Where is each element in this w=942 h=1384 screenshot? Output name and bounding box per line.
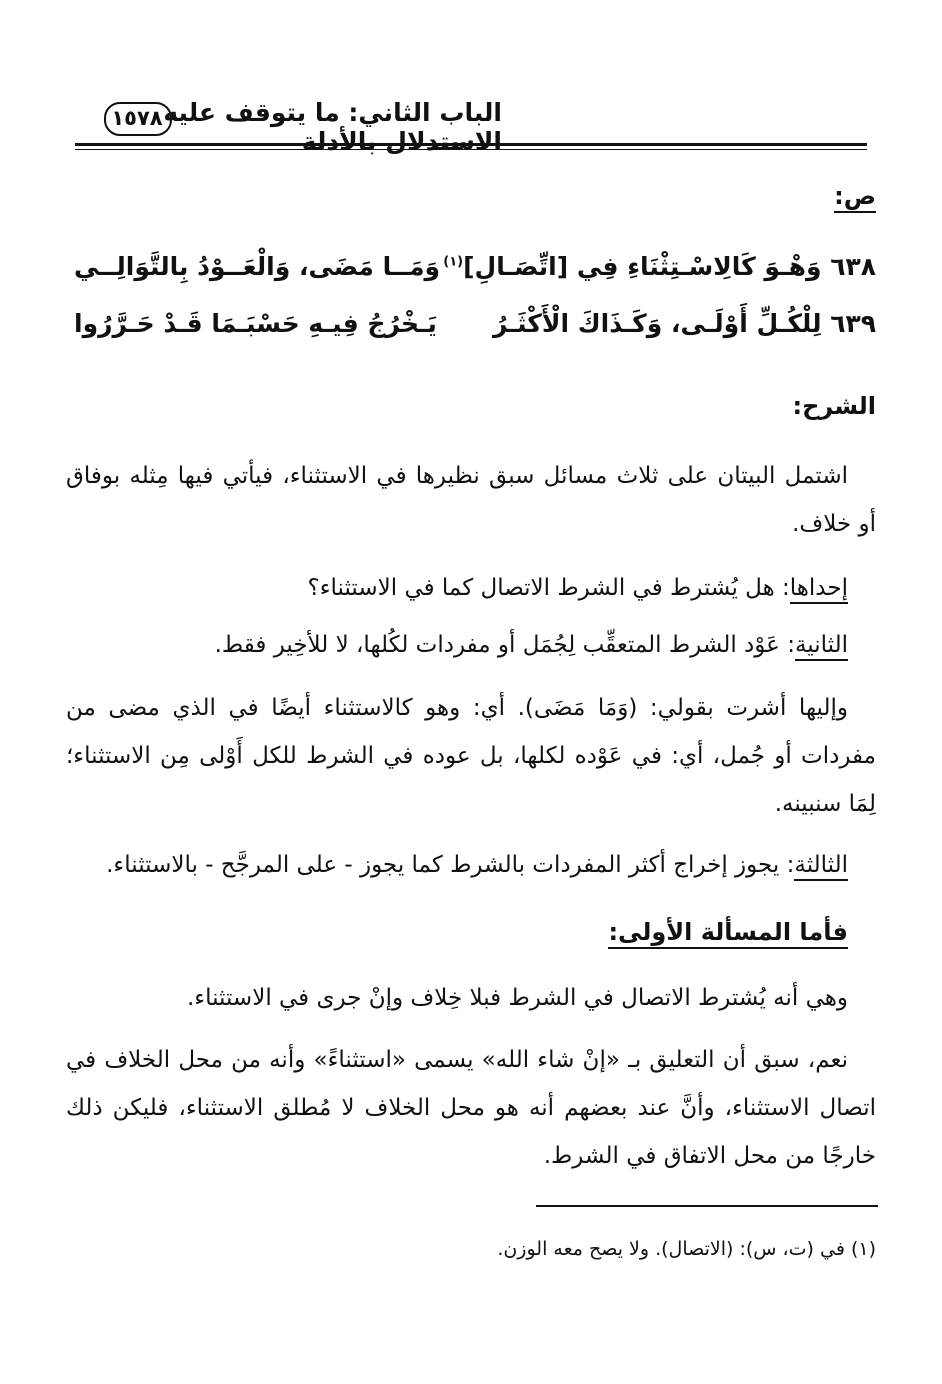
footnote: (١) في (ت، س): (الاتصال). ولا يصح معه الوزن.	[497, 1238, 876, 1260]
verse-number: ٦٣٨	[830, 252, 876, 281]
running-header-title: الباب الثاني: ما يتوقف عليه الاستدلال بالأدلة	[163, 98, 502, 156]
header-rule-thin	[75, 149, 867, 150]
item-first	[66, 575, 848, 601]
verse-639-second-hemistich: يَـخْرُجُ فِيـهِ حَسْبَـمَا قَـدْ حَـرَّرُوا	[74, 309, 437, 338]
first-issue-heading	[66, 918, 848, 946]
item-third	[66, 852, 848, 878]
footnote-marker: (١)	[443, 254, 464, 270]
verse-label-text: ص:	[834, 182, 876, 213]
page-number: ١٥٧٨	[111, 106, 163, 130]
item-text: : يجوز إخراج أكثر المفردات بالشرط كما يجوز - على المرجَّح - بالاستثناء.	[106, 852, 795, 878]
reference-paragraph: وإليها أشرت بقولي: (وَمَا مَضَى). أي: وهو كالاستثناء أيضًا في الذي مضى من مفردات أو جُمل، أي: في عَوْده لكلها، بل عوده في الشرط للكل أَوْلى مِن الاستثناء؛ لِمَا سنبينه.	[66, 695, 876, 817]
item-label: إحداها	[790, 575, 848, 604]
sharh-heading: الشرح:	[792, 392, 876, 420]
item-text: : عَوْد الشرط المتعقِّب لِجُمَل أو مفردات لكُلها، لا للأخِير فقط.	[214, 632, 795, 658]
intro-paragraph: اشتمل البيتان على ثلاث مسائل سبق نظيرها في الاستثناء، فيأتي فيها مِثله بوفاق أو خلاف.	[66, 463, 876, 537]
verse-text: لِلْكُـلِّ أَوْلَـى، وَكَـذَاكَ الْأَكْثَـرُ	[492, 309, 822, 338]
naam-paragraph: نعم، سبق أن التعليق بـ «إنْ شاء الله» يسمى «استثناءً» وأنه من محل الخلاف في اتصال الاستثناء، وأنَّ عند بعضهم أنه هو محل الخلاف لا مُطلق الاستثناء، فليكن ذلك خارجًا من محل الاتفاق في الشرط.	[66, 1047, 876, 1169]
header-rule-thick	[75, 143, 867, 146]
verse-638-first-hemistich	[443, 252, 876, 281]
verse-section-label	[66, 182, 876, 210]
first-issue-paragraph: وهي أنه يُشترط الاتصال في الشرط فبلا خِلاف وإنْ جرى في الاستثناء.	[186, 985, 848, 1011]
verse-639-first-hemistich	[493, 309, 876, 338]
item-text: : هل يُشترط في الشرط الاتصال كما في الاستثناء؟	[307, 575, 790, 601]
item-label: الثالثة	[794, 852, 848, 881]
item-label: الثانية	[795, 632, 848, 661]
verse-638-second-hemistich: وَمَــا مَضَى، وَالْعَــوْدُ بِالتَّوَالِــي	[74, 252, 441, 281]
verse-number: ٦٣٩	[830, 309, 876, 338]
first-issue-heading-text: فأما المسألة الأولى:	[608, 918, 848, 949]
verse-text: وَهْـوَ كَالِاسْـتِثْنَاءِ فِي [اتِّصَـالِ]	[463, 252, 822, 281]
item-second	[66, 632, 848, 658]
